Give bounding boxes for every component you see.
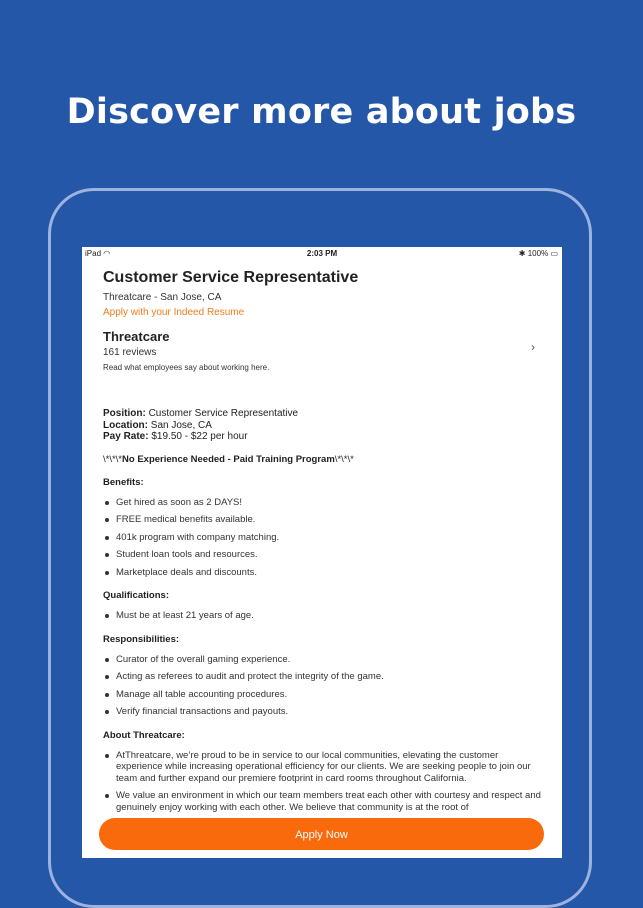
list-item: FREE medical benefits available. [103,514,543,526]
list-item: Marketplace deals and discounts. [103,567,543,579]
position-value: Customer Service Representative [148,408,299,419]
apply-resume-link[interactable]: Apply with your Indeed Resume [103,307,245,318]
list-item: Get hired as soon as 2 DAYS! [103,497,543,509]
job-detail [103,269,543,819]
battery-icon: ▭ [550,249,558,258]
list-item: Must be at least 21 years of age. [103,610,543,622]
list-item: Verify financial transactions and payouts. [103,706,543,718]
reviews-count: 161 reviews [103,347,157,358]
job-title: Customer Service Representative [103,269,359,286]
status-bar [82,247,562,261]
bluetooth-icon: ✱ [518,249,526,258]
reviews-description: Read what employees say about working here. [103,363,270,372]
benefits-list [103,497,543,579]
job-facts: Position: Customer Service Representative Location: San Jose, CA Pay Rate: $19.50 - $22 per hour [103,408,299,442]
status-time: 2:03 PM [306,249,338,258]
training-banner: \*\*\*No Experience Needed - Paid Training Program\*\*\* [103,453,354,465]
benefits-heading: Benefits: [103,476,144,488]
status-device: iPad ◠ [85,249,111,258]
company-card[interactable] [103,329,543,372]
apply-now-button[interactable]: Apply Now [99,818,544,850]
list-item: Curator of the overall gaming experience. [103,654,543,666]
company-name: Threatcare [103,329,170,344]
responsibilities-list [103,654,543,718]
pay-value: $19.50 - $22 per hour [151,431,248,442]
headline: Discover more about jobs [66,92,577,132]
location-value: San Jose, CA [150,419,212,431]
wifi-icon: ◠ [103,249,111,258]
list-item: Manage all table accounting procedures. [103,689,543,701]
qualifications-heading: Qualifications: [103,590,169,601]
about-list [103,750,543,814]
app-screen [82,247,562,858]
chevron-right-icon[interactable]: › [531,340,535,354]
list-item: We value an environment in which our team members treat each other with courtesy and respect and genuinely enjoy working with each other. We believe that community is at the root of [103,790,543,813]
list-item: Acting as referees to audit and protect the integrity of the game. [103,671,543,683]
list-item: AtThreatcare, we’re proud to be in service to our local communities, elevating the customer experience while increasing operational efficiency for our clients. We are seeking people to join our team and further expand our premiere footprint in card rooms throughout California. [103,750,543,785]
qualifications-list [103,610,543,622]
list-item: 401k program with company matching. [103,532,543,544]
company-location: Threatcare - San Jose, CA [103,292,222,303]
about-heading: About Threatcare: [103,729,185,741]
list-item: Student loan tools and resources. [103,549,543,561]
status-right: ✱ 100% ▭ [518,249,558,258]
responsibilities-heading: Responsibilities: [103,633,180,645]
